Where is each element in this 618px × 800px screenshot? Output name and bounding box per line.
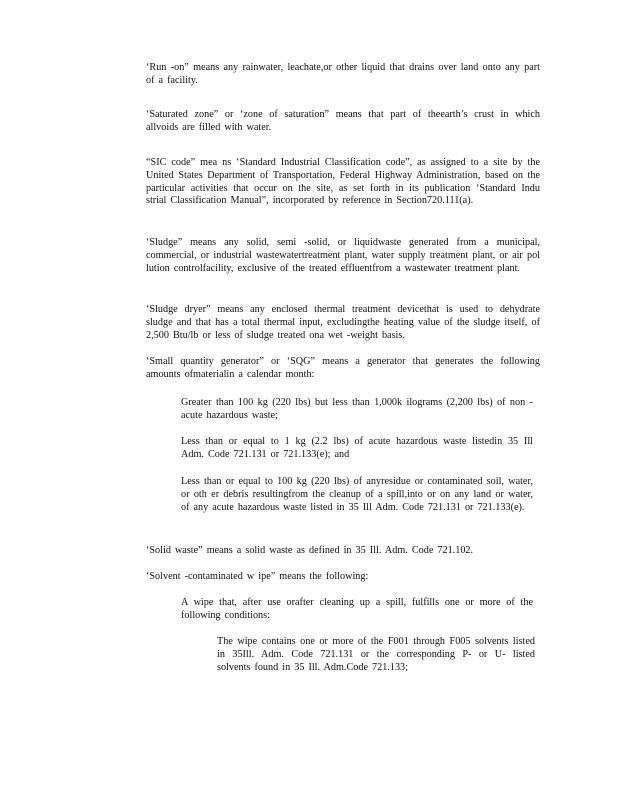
definition-sludge: ‘Sludge” means any solid, semi -solid, or liquidwaste generated from a municipal, commercial, or industrial wastewatertreatment plant, water supply treatment plant, or air pol lution controlfacility, exclusive of the treated effluentfrom a wastewater treatment plant. bbox=[146, 237, 540, 274]
definition-solvent-contaminated-wipe: ‘Solvent -contaminated w ipe” means the following: bbox=[146, 571, 369, 582]
wipe-subcondition: The wipe contains one or more of the F001 through F005 solvents listed in 35Ill. Adm. Code 721.131 or the corresponding P- or U- listed solvents found in 35 Ill. Adm.Code 721.133; bbox=[217, 636, 535, 673]
definition-solid-waste: ‘Solid waste” means a solid waste as defined in 35 Ill. Adm. Code 721.102. bbox=[146, 545, 474, 556]
sqg-item-residue: Less than or equal to 100 kg (220 lbs) of anyresidue or contaminated soil, water, or oth er debris resultingfrom the cleanup of a spill,into or on any land or water, of any acute hazardous waste listed in 35 Ill Adm. Code 721.131 or 721.133(e). bbox=[181, 476, 533, 513]
definition-sludge-dryer: ‘Sludge dryer” means any enclosed thermal treatment devicethat is used to dehydrate sludge and that has a total thermal input, excludingthe heating value of the sludge itself, of 2,500 Btu/lb or less of sludge treated ona wet -weight basis. bbox=[146, 304, 540, 341]
definition-run-on: ‘Run -on” means any rainwater, leachate,or other liquid that drains over land onto any part of a facility. bbox=[146, 62, 540, 86]
sqg-item-non-acute: Greater than 100 kg (220 lbs) but less than 1,000k ilograms (2,200 lbs) of non -acute hazardous waste; bbox=[181, 397, 533, 421]
definition-saturated-zone: ‘Saturated zone” or ‘zone of saturation” means that part of theearth’s crust in which allvoids are filled with water. bbox=[146, 109, 540, 133]
sqg-item-acute: Less than or equal to 1 kg (2.2 lbs) of acute hazardous waste listedin 35 Ill Adm. Code 721.131 or 721.133(e); and bbox=[181, 436, 533, 460]
wipe-condition: A wipe that, after use orafter cleaning up a spill, fulfills one or more of the following conditions: bbox=[181, 597, 533, 621]
definition-small-quantity-generator: ‘Small quantity generator” or ‘SQG” means a generator that generates the following amounts ofmaterialin a calendar month: bbox=[146, 356, 540, 380]
definition-sic-code: “SIC code” mea ns ‘Standard Industrial Classification code”, as assigned to a site by the United States Department of Transportation, Federal Highway Administration, based on the particular activities that occur on the site, as set forth in its publication ‘Standard Indu strial Classification Manual”, incorporated by reference in Section720.111(a). bbox=[146, 157, 540, 207]
